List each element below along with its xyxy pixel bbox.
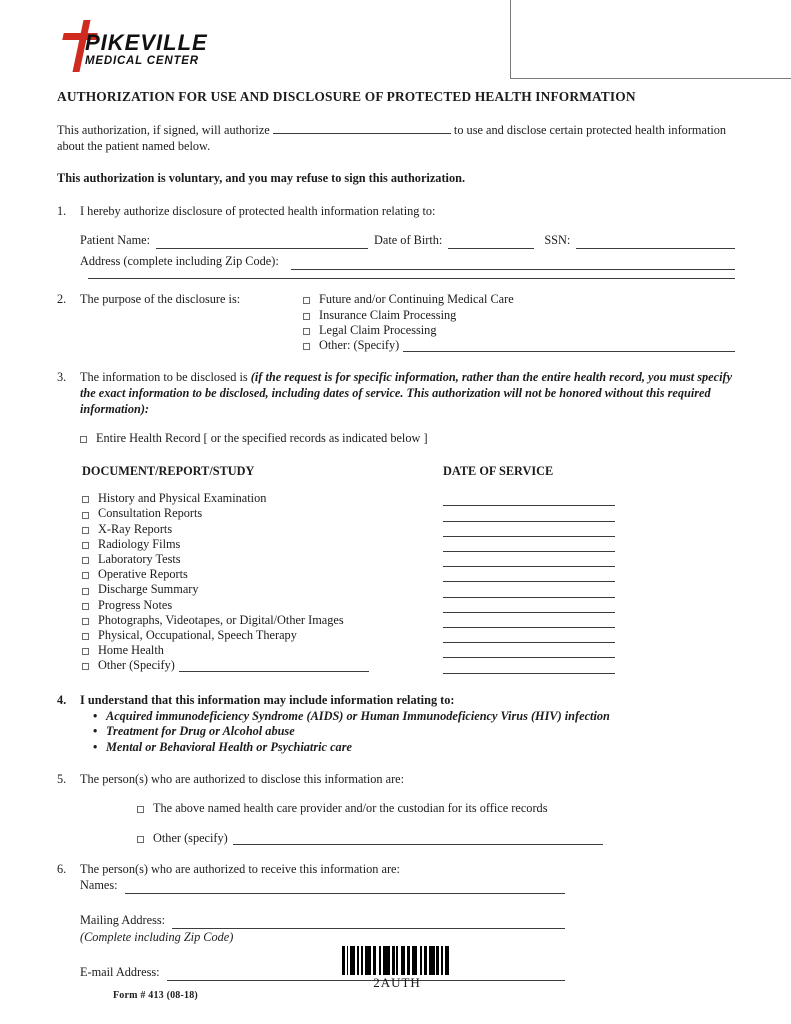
document-label: Operative Reports [98, 567, 188, 582]
item-4 [57, 693, 735, 755]
names-field[interactable] [125, 880, 565, 894]
checkbox-icon[interactable] [80, 436, 87, 443]
purpose-option-other [303, 338, 735, 353]
document-label: Photographs, Videotapes, or Digital/Other Images [98, 612, 344, 627]
item-2 [57, 292, 735, 353]
patient-name-label: Patient Name: [80, 233, 151, 248]
purpose-option-medical-care [303, 292, 735, 307]
document-label: Radiology Films [98, 536, 181, 551]
document-label: Other (Specify) [98, 658, 175, 673]
date-of-service-field[interactable] [443, 535, 615, 537]
documents-table [82, 464, 735, 673]
checkbox-icon[interactable] [82, 663, 89, 670]
date-of-service-field[interactable] [443, 580, 615, 582]
checkbox-icon[interactable] [303, 328, 310, 335]
checkbox-icon[interactable] [137, 836, 144, 843]
email-address-label: E-mail Address: [80, 965, 160, 980]
entire-health-record-option [80, 431, 735, 446]
table-row [82, 567, 735, 582]
barcode [342, 946, 452, 975]
item-6-text: The person(s) who are authorized to receive this information are: [80, 862, 400, 877]
bullet-label: Mental or Behavioral Health or Psychiatric care [106, 739, 352, 754]
table-row [82, 613, 735, 628]
item-3-emphasis: (if the request is for specific information, rather than the entire health record, you must specify the exact information to be disclosed, including dates of service. This authorization will not be honored without this required information): [80, 370, 733, 417]
item-1 [57, 204, 735, 220]
checkbox-icon[interactable] [82, 512, 89, 519]
purpose-option-label: Future and/or Continuing Medical Care [319, 292, 514, 307]
checkbox-icon[interactable] [82, 527, 89, 534]
date-of-service-field[interactable] [443, 641, 615, 643]
checkbox-icon[interactable] [303, 297, 310, 304]
item-3-text [80, 370, 735, 418]
patient-name-field[interactable] [156, 235, 368, 249]
table-row [82, 628, 735, 643]
bullet-label: Acquired immunodeficiency Syndrome (AIDS) or Human Immunodeficiency Virus (HIV) infection [106, 708, 610, 723]
checkbox-icon[interactable] [303, 343, 310, 350]
address-field-line2[interactable] [88, 278, 735, 279]
list-item [93, 709, 735, 725]
purpose-option-label: Insurance Claim Processing [319, 307, 457, 322]
date-of-service-column-header: DATE OF SERVICE [443, 464, 554, 479]
intro-text-after: to use and disclose certain protected health information about the patient named below. [57, 123, 727, 154]
document-other-field[interactable] [179, 660, 369, 672]
item-1-text: I hereby authorize disclosure of protected health information relating to: [80, 204, 436, 219]
table-row [82, 537, 735, 552]
list-item [93, 740, 735, 756]
disclose-other-field[interactable] [233, 833, 603, 845]
bullet-icon: • [93, 724, 98, 739]
item-2-text: The purpose of the disclosure is: [80, 292, 241, 307]
table-row-other [82, 658, 735, 673]
intro-paragraph [57, 120, 735, 155]
list-item [93, 724, 735, 740]
sensitive-info-bullets [93, 709, 735, 756]
patient-fields [80, 233, 735, 279]
form-title: AUTHORIZATION FOR USE AND DISCLOSURE OF PROTECTED HEALTH INFORMATION [57, 89, 636, 104]
item-4-text: I understand that this information may include information relating to: [80, 692, 455, 707]
date-of-service-field[interactable] [443, 626, 615, 628]
recipient-fields [80, 878, 565, 981]
barcode-block [341, 946, 453, 992]
table-row [82, 552, 735, 567]
purpose-option-legal [303, 323, 735, 338]
dob-label: Date of Birth: [374, 233, 443, 248]
checkbox-icon[interactable] [303, 313, 310, 320]
authorized-party-blank[interactable] [273, 120, 451, 134]
checkbox-icon[interactable] [82, 496, 89, 503]
checkbox-icon[interactable] [82, 588, 89, 595]
item-3-number: 3. [57, 370, 67, 385]
document-label: Progress Notes [98, 597, 173, 612]
checkbox-icon[interactable] [82, 633, 89, 640]
form-number: Form # 413 (08-18) [113, 990, 198, 1001]
purpose-option-label: Other: (Specify) [319, 337, 400, 352]
table-row [82, 643, 735, 658]
dob-field[interactable] [448, 235, 534, 249]
item-4-number: 4. [57, 692, 67, 707]
item-6-number: 6. [57, 862, 67, 877]
address-field[interactable] [291, 256, 735, 270]
item-5-text: The person(s) who are authorized to disclose this information are: [80, 772, 405, 787]
date-of-service-field[interactable] [443, 611, 615, 613]
item-3 [57, 370, 735, 418]
document-label: Home Health [98, 643, 164, 658]
ssn-field[interactable] [576, 235, 735, 249]
table-row [82, 506, 735, 521]
item-5 [57, 772, 735, 788]
document-label: Physical, Occupational, Speech Therapy [98, 627, 297, 642]
table-row [82, 491, 735, 506]
document-label: Laboratory Tests [98, 552, 181, 567]
document-label: Consultation Reports [98, 506, 203, 521]
table-row [82, 522, 735, 537]
document-column-header: DOCUMENT/REPORT/STUDY [82, 464, 255, 479]
item-6 [57, 862, 735, 878]
checkbox-icon[interactable] [82, 648, 89, 655]
bullet-icon: • [93, 708, 98, 723]
document-label: History and Physical Examination [98, 491, 267, 506]
checkbox-icon[interactable] [82, 603, 89, 610]
entire-health-record-label: Entire Health Record [ or the specified records as indicated below ] [96, 431, 428, 446]
purpose-option-label: Legal Claim Processing [319, 322, 437, 337]
date-of-service-field[interactable] [443, 672, 615, 674]
date-of-service-field[interactable] [443, 596, 615, 598]
names-label: Names: [80, 878, 118, 893]
disclose-option-provider [137, 801, 735, 816]
checkbox-icon[interactable] [82, 572, 89, 579]
ssn-label: SSN: [544, 233, 571, 248]
mailing-address-field[interactable] [172, 915, 565, 929]
disclose-option-label: Other (specify) [153, 831, 228, 846]
date-of-service-field[interactable] [443, 520, 615, 522]
logo-subtitle: MEDICAL CENTER [85, 55, 199, 67]
table-row [82, 598, 735, 613]
item-3-lead: The information to be disclosed is [80, 370, 251, 385]
mailing-address-label: Mailing Address: [80, 913, 166, 928]
checkbox-icon[interactable] [82, 557, 89, 564]
item-5-number: 5. [57, 772, 67, 787]
address-label: Address (complete including Zip Code): [80, 254, 279, 269]
bullet-icon: • [93, 739, 98, 754]
item-2-number: 2. [57, 292, 67, 307]
date-of-service-field[interactable] [443, 656, 615, 658]
date-of-service-field[interactable] [443, 504, 615, 506]
bullet-label: Treatment for Drug or Alcohol abuse [106, 724, 295, 739]
table-row [82, 582, 735, 597]
disclose-option-other [137, 831, 735, 846]
item-1-number: 1. [57, 204, 67, 219]
barcode-label: 2AUTH [373, 975, 421, 990]
purpose-other-field[interactable] [403, 340, 735, 352]
checkbox-icon[interactable] [137, 806, 144, 813]
date-of-service-field[interactable] [443, 550, 615, 552]
checkbox-icon[interactable] [82, 618, 89, 625]
intro-text-before: This authorization, if signed, will authorize [57, 123, 270, 138]
checkbox-icon[interactable] [82, 542, 89, 549]
purpose-options [303, 292, 735, 353]
purpose-option-insurance [303, 308, 735, 323]
logo-name: PIKEVILLE [85, 30, 208, 55]
disclose-option-label: The above named health care provider and/or the custodian for its office records [153, 801, 548, 815]
mailing-address-note: (Complete including Zip Code) [80, 930, 234, 945]
date-of-service-field[interactable] [443, 565, 615, 567]
document-label: Discharge Summary [98, 582, 199, 597]
document-label: X-Ray Reports [98, 521, 173, 536]
voluntary-notice: This authorization is voluntary, and you may refuse to sign this authorization. [57, 171, 466, 186]
